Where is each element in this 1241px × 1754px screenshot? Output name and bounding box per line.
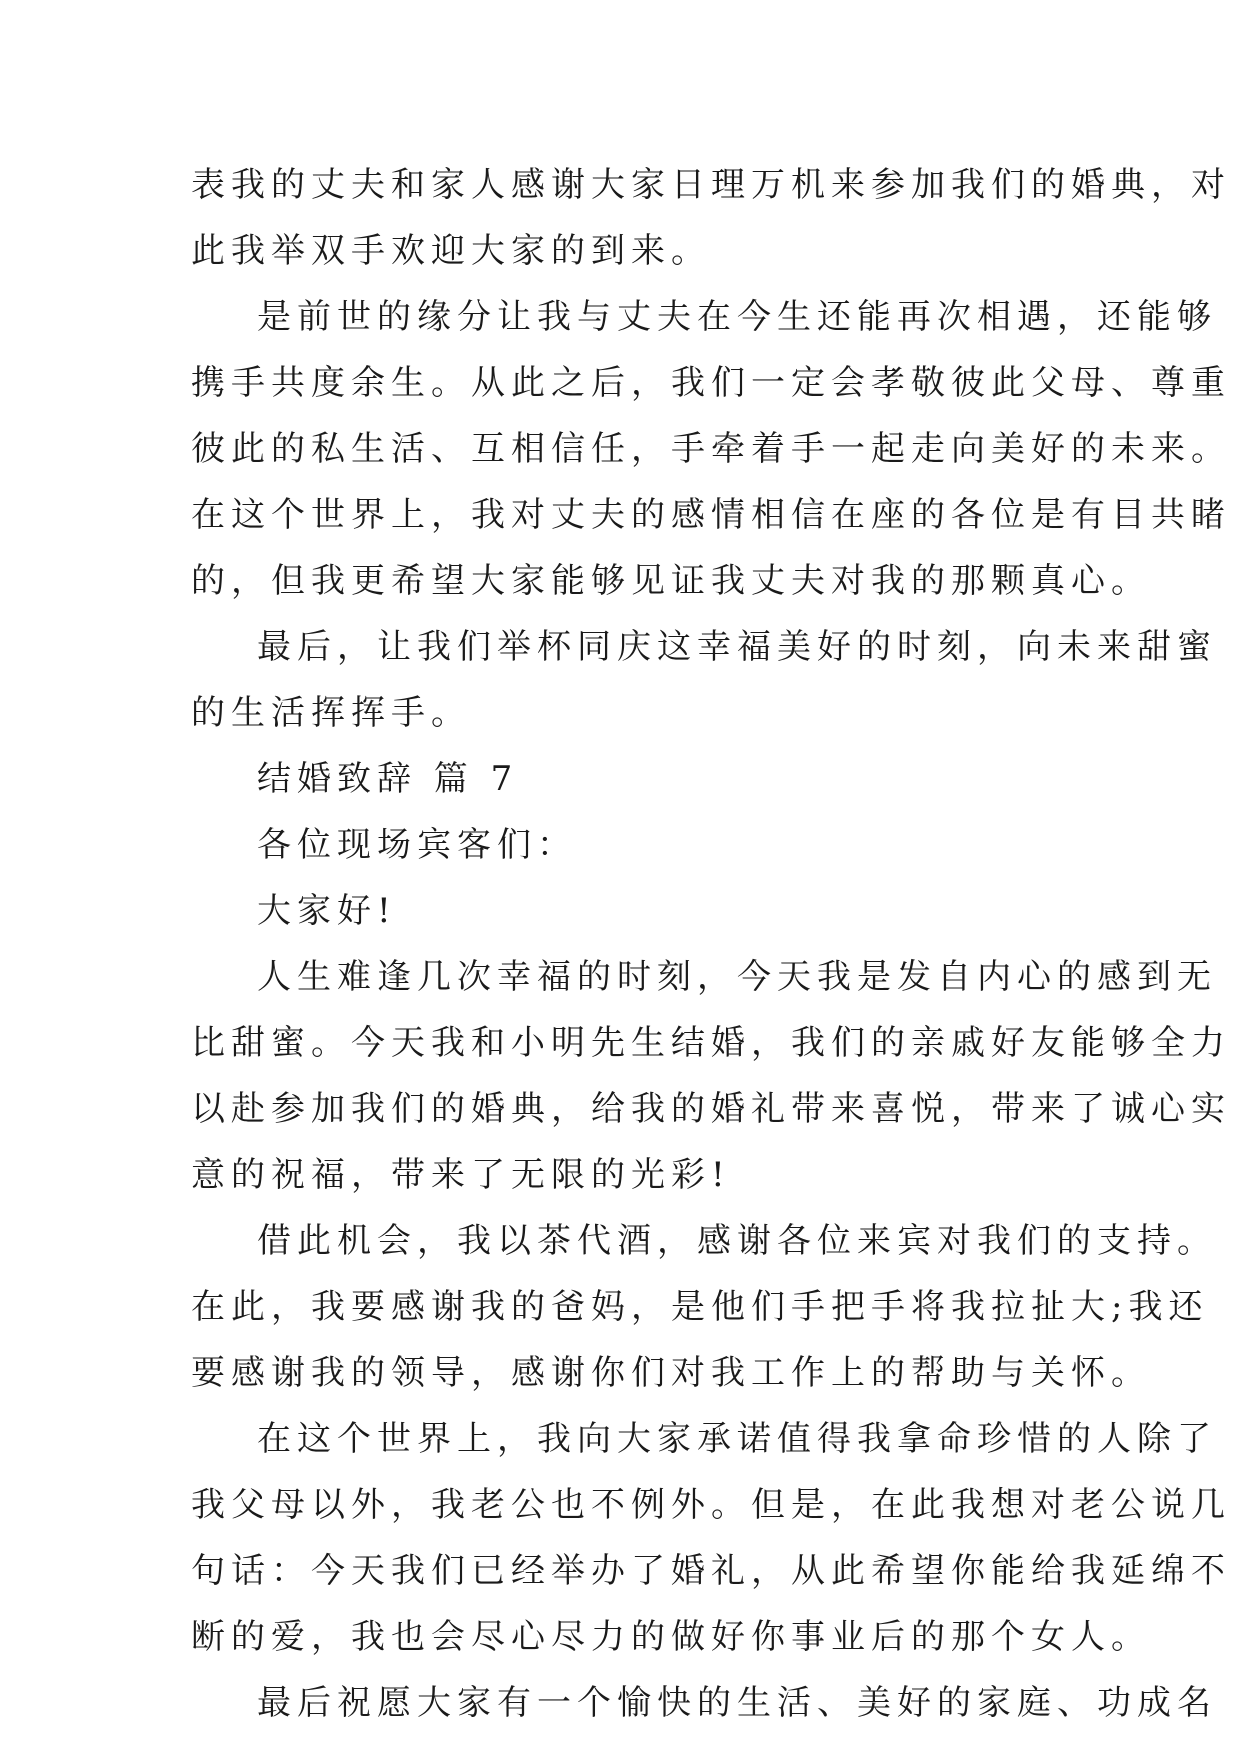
text-line: 要感谢我的领导，感谢你们对我工作上的帮助与关怀。 [191, 1353, 1151, 1393]
text-line: 表我的丈夫和家人感谢大家日理万机来参加我们的婚典，对 [191, 165, 1231, 205]
paragraph-first-line: 人生难逢几次幸福的时刻，今天我是发自内心的感到无 [257, 957, 1217, 997]
text-line: 断的爱，我也会尽心尽力的做好你事业后的那个女人。 [191, 1617, 1151, 1657]
paragraph-first-line: 在这个世界上，我向大家承诺值得我拿命珍惜的人除了 [257, 1419, 1217, 1459]
greeting: 大家好! [257, 891, 397, 931]
text-line: 意的祝福，带来了无限的光彩! [191, 1155, 731, 1195]
paragraph-first-line: 最后，让我们举杯同庆这幸福美好的时刻，向未来甜蜜 [257, 627, 1217, 667]
paragraph-first-line: 最后祝愿大家有一个愉快的生活、美好的家庭、功成名 [257, 1683, 1217, 1723]
text-line: 此我举双手欢迎大家的到来。 [191, 231, 711, 271]
text-line: 的，但我更希望大家能够见证我丈夫对我的那颗真心。 [191, 561, 1151, 601]
text-line: 句话：今天我们已经举办了婚礼，从此希望你能给我延绵不 [191, 1551, 1231, 1591]
text-line: 在这个世界上，我对丈夫的感情相信在座的各位是有目共睹 [191, 495, 1231, 535]
text-line: 携手共度余生。从此之后，我们一定会孝敬彼此父母、尊重 [191, 363, 1231, 403]
text-line: 彼此的私生活、互相信任，手牵着手一起走向美好的未来。 [191, 429, 1231, 469]
text-line: 以赴参加我们的婚典，给我的婚礼带来喜悦，带来了诚心实 [191, 1089, 1231, 1129]
paragraph-first-line: 借此机会，我以茶代酒，感谢各位来宾对我们的支持。 [257, 1221, 1217, 1261]
text-line: 的生活挥挥手。 [191, 693, 471, 733]
section-heading: 结婚致辞 篇 7 [257, 759, 519, 799]
text-line: 我父母以外，我老公也不例外。但是，在此我想对老公说几 [191, 1485, 1231, 1525]
text-line: 比甜蜜。今天我和小明先生结婚，我们的亲戚好友能够全力 [191, 1023, 1231, 1063]
text-line: 在此，我要感谢我的爸妈，是他们手把手将我拉扯大;我还 [191, 1287, 1209, 1327]
salutation: 各位现场宾客们： [257, 825, 577, 865]
paragraph-first-line: 是前世的缘分让我与丈夫在今生还能再次相遇，还能够 [257, 297, 1217, 337]
